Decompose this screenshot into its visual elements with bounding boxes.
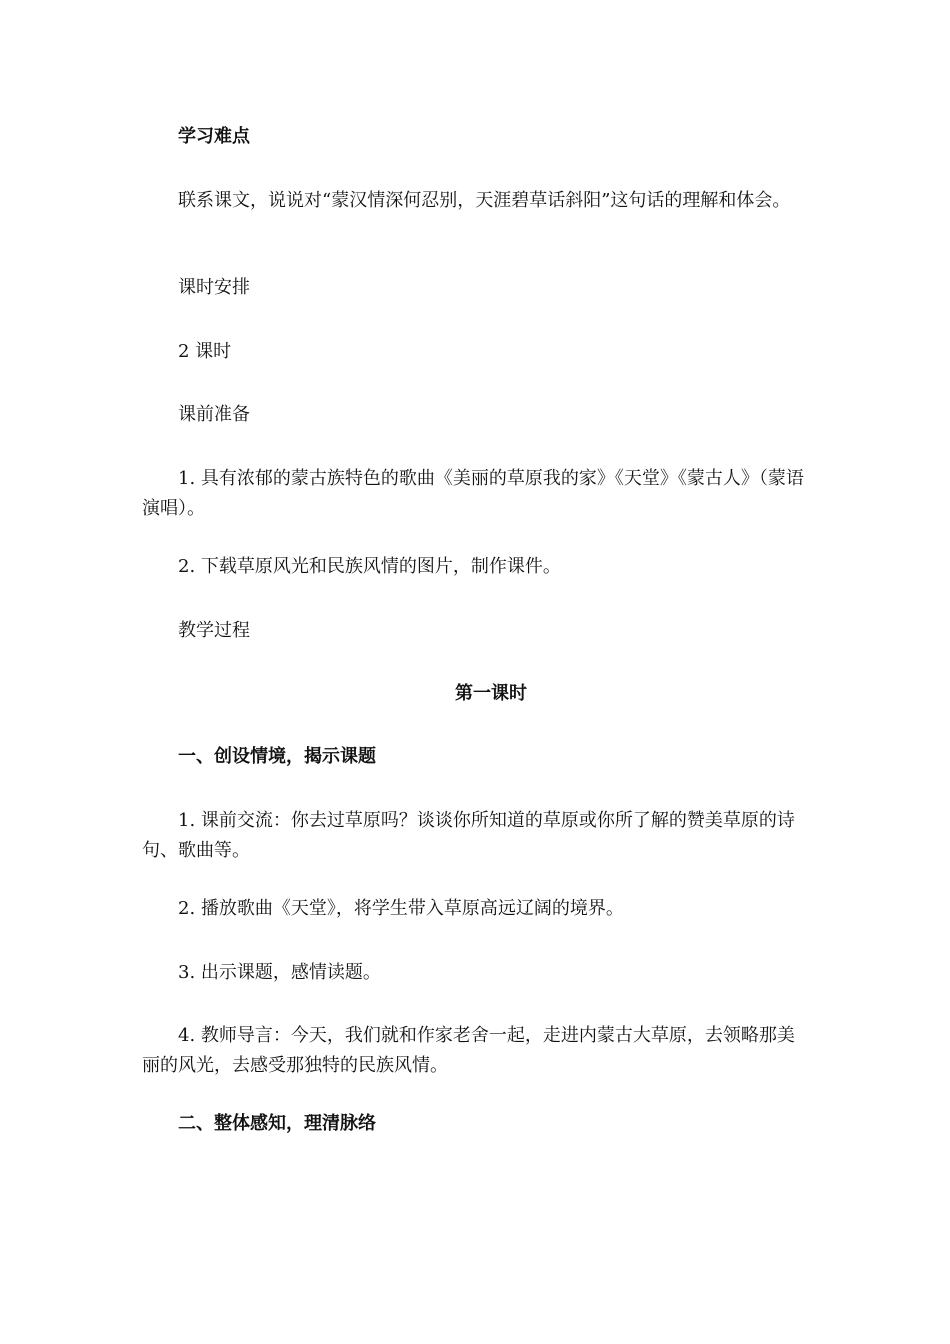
section-1-item-3: 3. 出示课题，感情读题。 xyxy=(178,962,381,983)
schedule-text: 2 课时 xyxy=(178,341,232,362)
section-2-heading: 二、整体感知，理清脉络 xyxy=(178,1113,376,1134)
prep-heading: 课前准备 xyxy=(178,404,250,425)
difficulty-text: 联系课文，说说对“蒙汉情深何忍别，天涯碧草话斜阳”这句话的理解和体会。 xyxy=(178,190,791,211)
section-1-item-1: 1. 课前交流：你去过草原吗？谈谈你所知道的草原或你所了解的赞美草原的诗句、歌曲等。 xyxy=(142,810,795,861)
section-1-heading: 一、创设情境，揭示课题 xyxy=(178,746,376,767)
section-1-item-2: 2. 播放歌曲《天堂》，将学生带入草原高远辽阔的境界。 xyxy=(178,898,624,919)
section-1-item-4: 4. 教师导言：今天，我们就和作家老舍一起，走进内蒙古大草原，去领略那美丽的风光，去感受那独特的民族风情。 xyxy=(142,1025,795,1076)
difficulty-heading: 学习难点 xyxy=(178,126,250,147)
process-heading: 教学过程 xyxy=(178,620,250,641)
schedule-heading: 课时安排 xyxy=(178,277,250,298)
prep-item-1: 1. 具有浓郁的蒙古族特色的歌曲《美丽的草原我的家》《天堂》《蒙古人》（蒙语演唱）。 xyxy=(142,468,804,519)
prep-item-2: 2. 下载草原风光和民族风情的图片，制作课件。 xyxy=(178,556,561,577)
lesson-title: 第一课时 xyxy=(455,683,527,704)
